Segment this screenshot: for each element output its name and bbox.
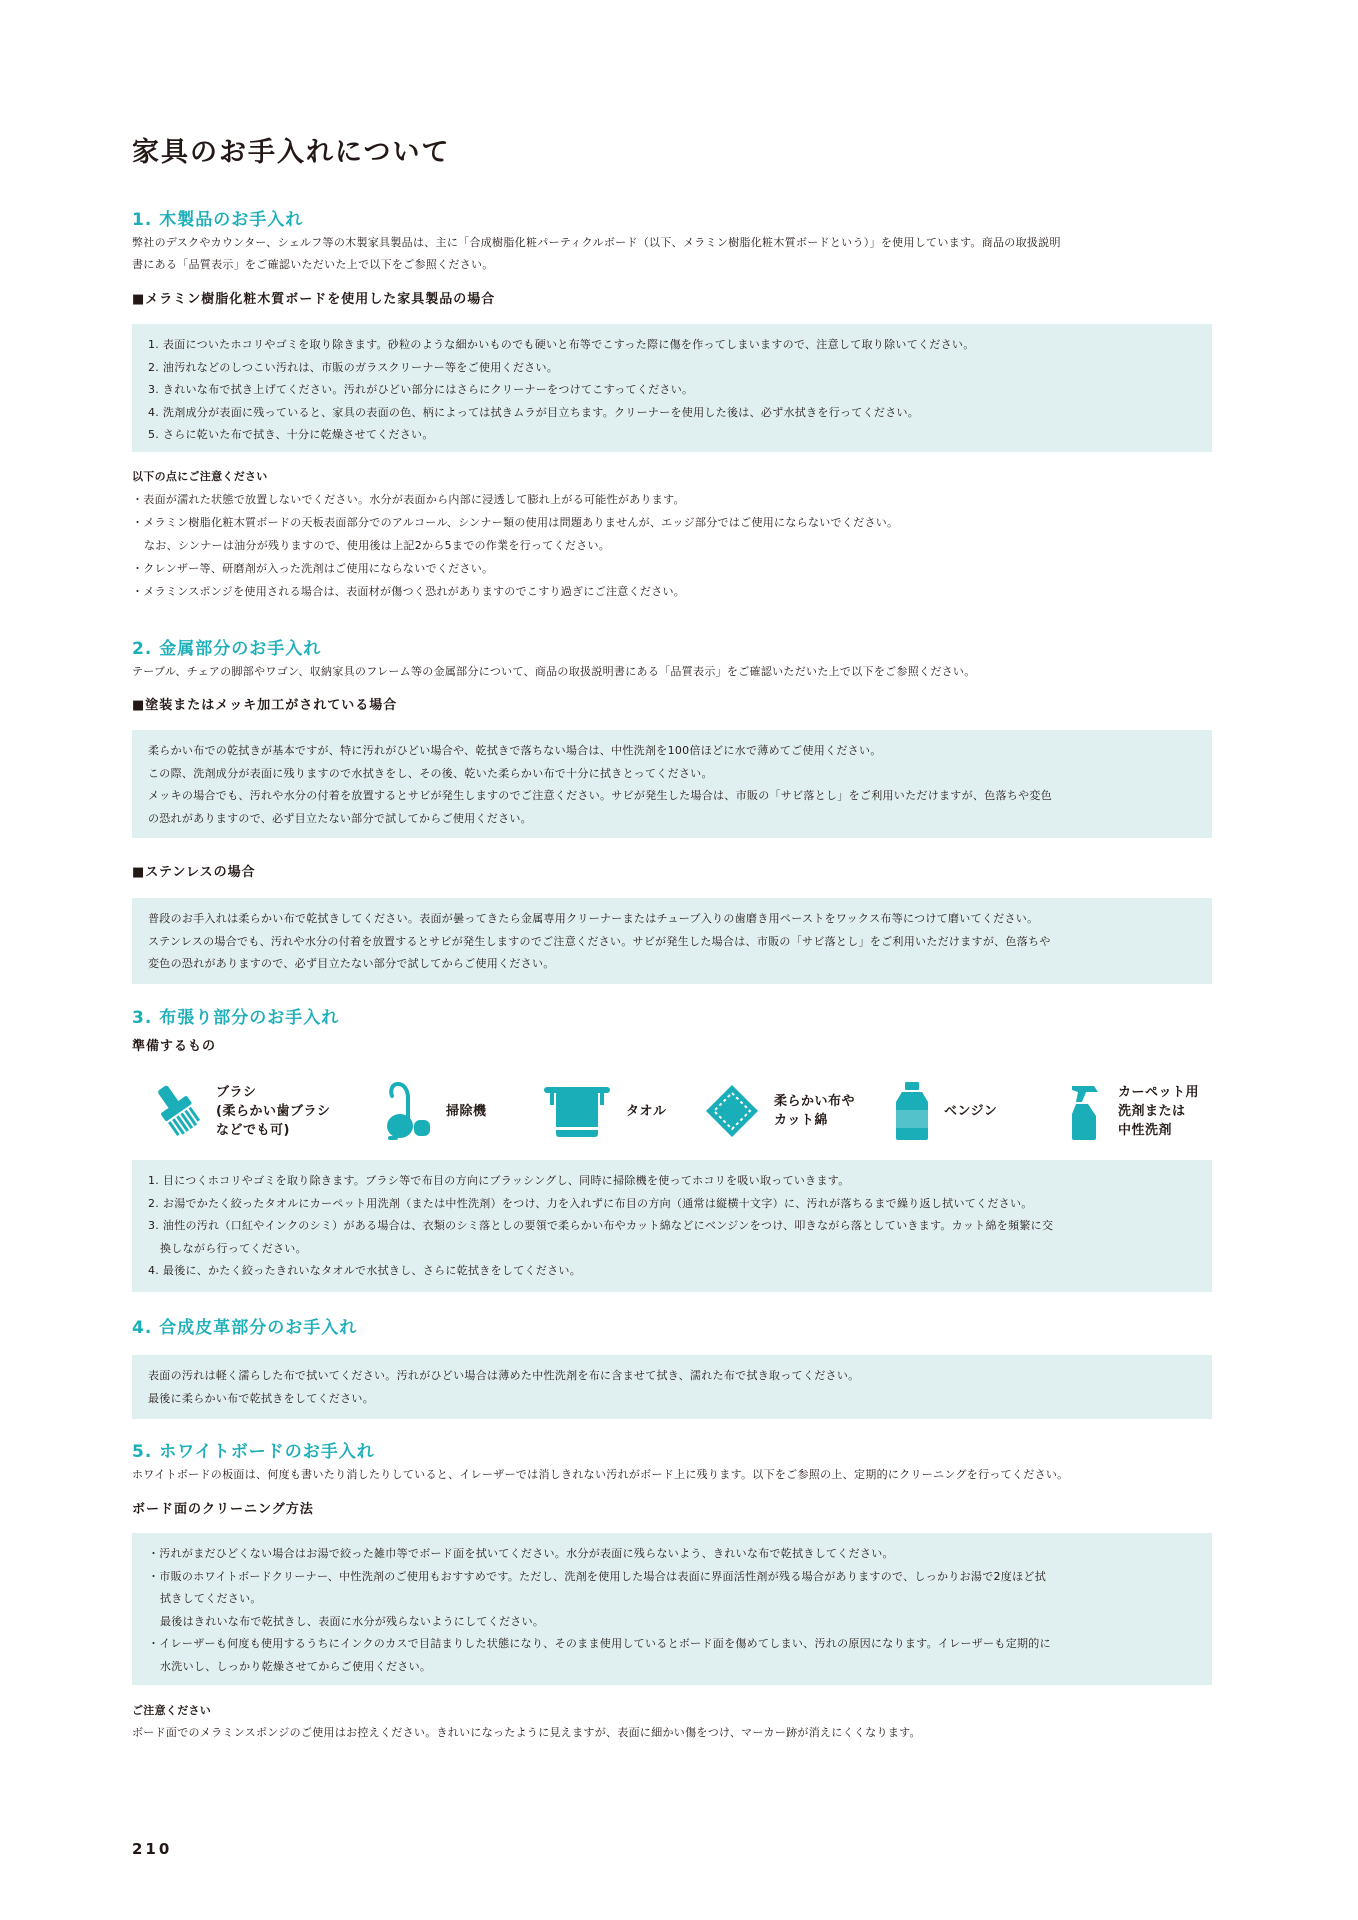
metal-subheading-stainless: ■ステンレスの場合 <box>132 865 256 880</box>
caution-item: なお、シンナーは油分が残りますので、使用後は上記2から5までの作業を行ってください。 <box>144 539 611 552</box>
metal-stainless-box <box>132 898 1212 984</box>
supply-label: 柔らかい布や カット綿 <box>774 1094 856 1128</box>
caution-item: ・メラミンスポンジを使用される場合は、表面材が傷つく恐れがありますのでこすり過ぎにご注意ください。 <box>132 585 686 598</box>
box-line: この際、洗剤成分が表面に残りますので水拭きをし、その後、乾いた柔らかい布で十分に拭きとってください。 <box>148 766 713 780</box>
section-heading-leather: 4. 合成皮革部分のお手入れ <box>132 1318 358 1338</box>
list-item: 最後はきれいな布で乾拭きし、表面に水分が残らないようにしてください。 <box>160 1614 545 1628</box>
benzine-bottle-icon <box>894 1080 930 1142</box>
list-item: 拭きしてください。 <box>160 1592 262 1605</box>
supply-label: ブラシ (柔らかい歯ブラシ などでも可) <box>216 1084 331 1138</box>
supply-label: ベンジン <box>944 1103 998 1119</box>
list-item: 2. 油汚れなどのしつこい汚れは、市販のガラスクリーナー等をご使用ください。 <box>148 360 559 374</box>
box-line: ステンレスの場合でも、汚れや水分の付着を放置するとサビが発生しますのでご注意ください。サビが発生した場合は、市販の「サビ落とし」をご利用いただけますが、色落ちや <box>148 934 1051 948</box>
metal-plated-box <box>132 730 1212 838</box>
wood-steps-box <box>132 324 1212 452</box>
list-item: 3. 油性の汚れ（口紅やインクのシミ）がある場合は、衣類のシミ落としの要領で柔らかい布やカット綿などにベンジンをつけ、叩きながら落としていきます。カット綿を頻繁に交 <box>148 1219 1054 1232</box>
whiteboard-intro: ホワイトボードの板面は、何度も書いたり消したりしていると、イレーザーでは消しきれない汚れがボード上に残ります。以下をご参照の上、定期的にクリーニングを行ってください。 <box>132 1468 1069 1481</box>
towel-icon <box>542 1083 612 1139</box>
list-item: ・市販のホワイトボードクリーナー、中性洗剤のご使用もおすすめです。ただし、洗剤を使用した場合は表面に界面活性剤が残る場合がありますので、しっかりお湯で2度ほど拭 <box>148 1569 1047 1583</box>
box-line: 柔らかい布での乾拭きが基本ですが、特に汚れがひどい場合や、乾拭きで落ちない場合は、中性洗剤を100倍ほどに水で薄めてご使用ください。 <box>148 744 882 757</box>
list-item: 1. 目につくホコリやゴミを取り除きます。ブラシ等で布目の方向にブラッシングし、同時に掃除機を使ってホコリを吸い取っていきます。 <box>148 1174 850 1187</box>
supply-item <box>542 1074 667 1148</box>
whiteboard-subheading: ボード面のクリーニング方法 <box>132 1502 314 1517</box>
supplies-row <box>154 1074 1212 1148</box>
supply-label: カーペット用 洗剤または 中性洗剤 <box>1118 1084 1200 1138</box>
section-heading-fabric: 3. 布張り部分のお手入れ <box>132 1008 340 1028</box>
whiteboard-box <box>132 1533 1212 1685</box>
caution-item: ・クレンザー等、研磨剤が入った洗剤はご使用にならないでください。 <box>132 562 494 575</box>
list-item: 2. お湯でかたく絞ったタオルにカーペット用洗剤（または中性洗剤）をつけ、力を入れずに布目の方向（通常は縦横十文字）に、汚れが落ちるまで繰り返し拭いてください。 <box>148 1196 1033 1210</box>
box-line: 最後に柔らかい布で乾拭きをしてください。 <box>148 1391 374 1405</box>
list-item: 4. 洗剤成分が表面に残っていると、家具の表面の色、柄によっては拭きムラが目立ちます。クリーナーを使用した後は、必ず水拭きを行ってください。 <box>148 405 920 419</box>
list-item: 換しながら行ってください。 <box>160 1241 307 1255</box>
list-item: 水洗いし、しっかり乾燥させてからご使用ください。 <box>160 1659 432 1673</box>
cloth-icon <box>704 1083 760 1139</box>
brush-icon <box>154 1081 202 1141</box>
section-heading-metal: 2. 金属部分のお手入れ <box>132 639 322 659</box>
leather-box <box>132 1355 1212 1419</box>
box-line: メッキの場合でも、汚れや水分の付着を放置するとサビが発生しますのでご注意ください。サビが発生した場合は、市販の「サビ落とし」をご利用いただけますが、色落ちや変色 <box>148 789 1052 802</box>
caution-title: 以下の点にご注意ください <box>132 470 268 483</box>
list-item: ・汚れがまだひどくない場合はお湯で絞った雑巾等でボード面を拭いてください。水分が表面に残らないよう、きれいな布で乾拭きしてください。 <box>148 1547 894 1560</box>
supply-item <box>154 1074 330 1148</box>
box-line: 表面の汚れは軽く濡らした布で拭いてください。汚れがひどい場合は薄めた中性洗剤を布に含ませて拭き、濡れた布で拭き取ってください。 <box>148 1369 860 1382</box>
spray-bottle-icon <box>1068 1080 1104 1142</box>
supply-item <box>894 1074 997 1148</box>
page-title: 家具のお手入れについて <box>132 137 451 168</box>
box-line: 変色の恐れがありますので、必ず目立たない部分で試してからご使用ください。 <box>148 957 555 970</box>
caution-item: ・表面が濡れた状態で放置しないでください。水分が表面から内部に浸透して膨れ上がる可能性があります。 <box>132 493 685 506</box>
supply-item <box>704 1074 855 1148</box>
fabric-subheading: 準備するもの <box>132 1039 217 1054</box>
fabric-steps-box <box>132 1160 1212 1292</box>
list-item: 5. さらに乾いた布で拭き、十分に乾燥させてください。 <box>148 428 434 441</box>
wood-intro-line: 書にある「品質表示」をご確認いただいた上で以下をご参照ください。 <box>132 258 494 271</box>
box-line: 普段のお手入れは柔らかい布で乾拭きしてください。表面が曇ってきたら金属専用クリーナーまたはチューブ入りの歯磨き用ペーストをワックス布等につけて磨いてください。 <box>148 912 1039 925</box>
metal-subheading-plated: ■塗装またはメッキ加工がされている場合 <box>132 698 398 713</box>
supply-item <box>1068 1074 1199 1148</box>
supply-label: 掃除機 <box>446 1103 487 1119</box>
caution-item: ・メラミン樹脂化粧木質ボードの天板表面部分でのアルコール、シンナー類の使用は問題ありませんが、エッジ部分ではご使用にならないでください。 <box>132 516 899 529</box>
vacuum-cleaner-icon <box>384 1080 432 1142</box>
section-heading-whiteboard: 5. ホワイトボードのお手入れ <box>132 1442 375 1462</box>
box-line: の恐れがありますので、必ず目立たない部分で試してからご使用ください。 <box>148 811 532 825</box>
list-item: ・イレーザーも何度も使用するうちにインクのカスで目詰まりした状態になり、そのまま使用しているとボード面を傷めてしまい、汚れの原因になります。イレーザーも定期的に <box>148 1637 1051 1650</box>
list-item: 1. 表面についたホコリやゴミを取り除きます。砂粒のような細かいものでも硬いと布等でこすった際に傷を作ってしまいますので、注意して取り除いてください。 <box>148 338 975 351</box>
wood-subheading: ■メラミン樹脂化粧木質ボードを使用した家具製品の場合 <box>132 292 496 307</box>
page-number: 210 <box>132 1840 173 1858</box>
list-item: 3. きれいな布で拭き上げてください。汚れがひどい部分にはさらにクリーナーをつけてこすってください。 <box>148 383 694 396</box>
list-item: 4. 最後に、かたく絞ったきれいなタオルで水拭きし、さらに乾拭きをしてください。 <box>148 1264 581 1277</box>
wood-intro-line: 弊社のデスクやカウンター、シェルフ等の木製家具製品は、主に「合成樹脂化粧パーティクルボード（以下、メラミン樹脂化粧木質ボードという）」を使用しています。商品の取扱説明 <box>132 236 1061 249</box>
supply-label: タオル <box>626 1103 667 1119</box>
section-heading-wood: 1. 木製品のお手入れ <box>132 210 304 230</box>
metal-intro: テーブル、チェアの脚部やワゴン、収納家具のフレーム等の金属部分について、商品の取扱説明書にある「品質表示」をご確認いただいた上で以下をご参照ください。 <box>132 665 976 678</box>
whiteboard-caution-title: ご注意ください <box>132 1704 212 1717</box>
whiteboard-caution: ボード面でのメラミンスポンジのご使用はお控えください。きれいになったように見えますが、表面に細かい傷をつけ、マーカー跡が消えにくくなります。 <box>132 1726 921 1739</box>
supply-item <box>384 1074 487 1148</box>
